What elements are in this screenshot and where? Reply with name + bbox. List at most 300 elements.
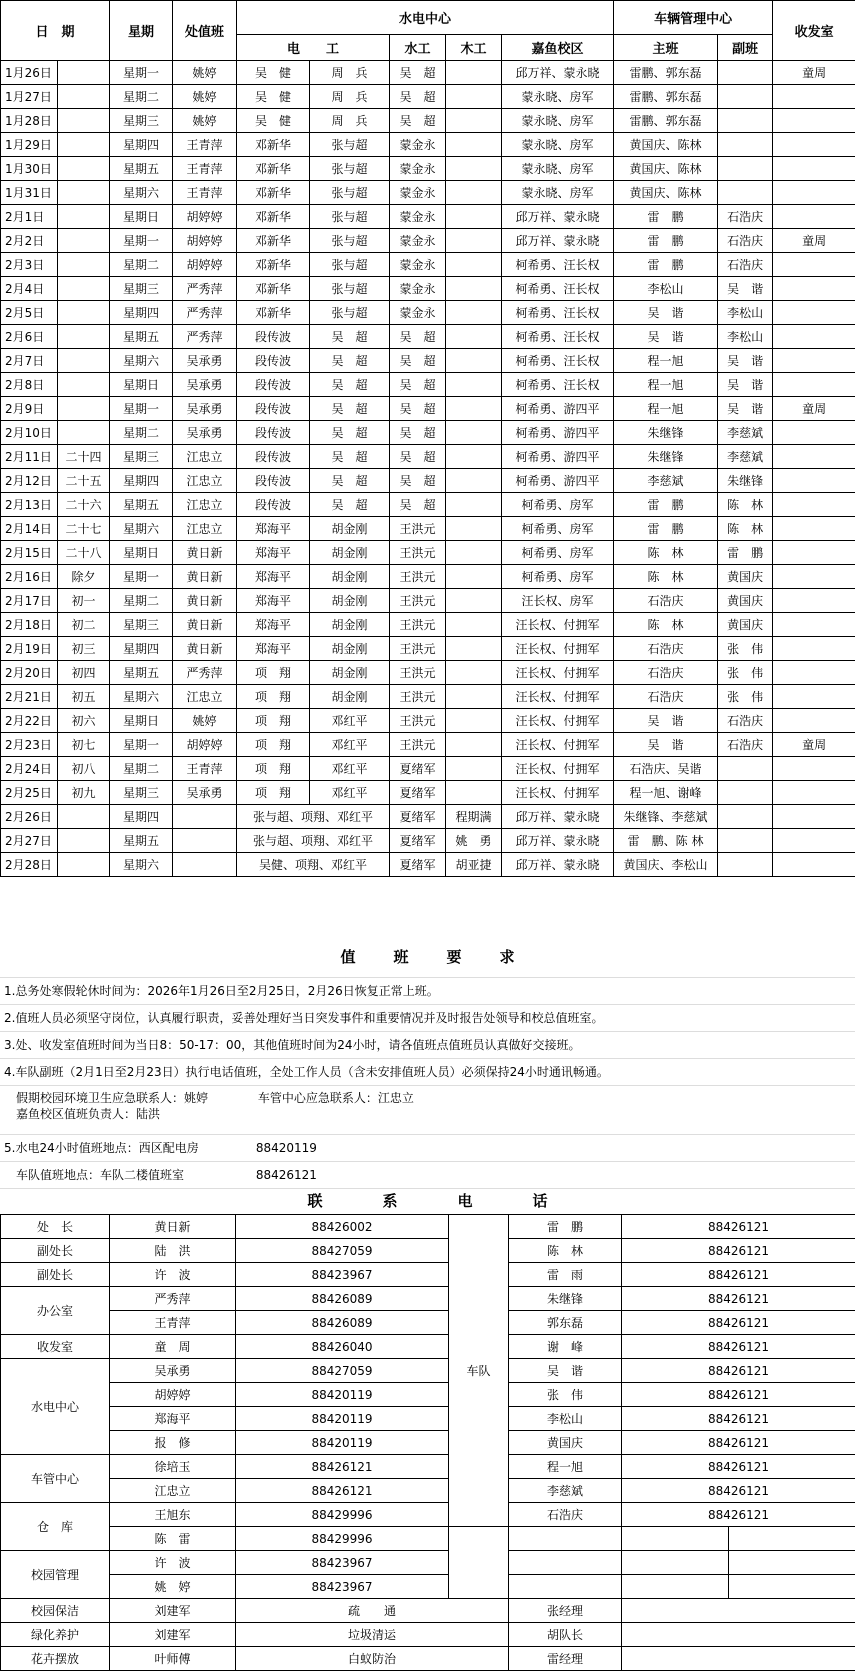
department-cell: 办公室 <box>1 1287 110 1335</box>
office-duty-cell: 姚婷 <box>173 709 237 733</box>
office-duty-cell <box>173 805 237 829</box>
roster-row <box>1 277 855 301</box>
mailroom-cell <box>773 565 855 589</box>
contact-row <box>1 1527 855 1551</box>
main-shift-cell: 李松山 <box>614 277 718 301</box>
fleet-name-cell: 雷 雨 <box>509 1263 622 1287</box>
service-label-cell: 疏 通 <box>236 1599 509 1623</box>
fleet-phone-cell: 88426121 <box>622 1383 855 1407</box>
electrician-cell: 项 翔 <box>237 709 310 733</box>
electrician-cell: 邓新华 <box>237 277 310 301</box>
carpenter-cell <box>446 493 502 517</box>
requirement-item: 3.处、收发室值班时间为当日8：50-17：00，其他值班时间为24小时，请各值班点值班员认真做好交接班。 <box>0 1032 855 1059</box>
plumber-cell: 夏绪军 <box>390 757 446 781</box>
jiayu-campus-cell: 柯希勇、汪长权 <box>502 301 614 325</box>
main-shift-cell: 吴 谐 <box>614 709 718 733</box>
contact-phone-cell: 88423967 <box>236 1551 449 1575</box>
header-vehicle-center: 车辆管理中心 <box>614 1 773 35</box>
jiayu-campus-cell: 柯希勇、房军 <box>502 517 614 541</box>
date-cell: 2月7日 <box>1 349 58 373</box>
lunar-date-cell: 初六 <box>58 709 110 733</box>
electrician-cell: 吴 健 <box>237 61 310 85</box>
deputy-shift-cell: 石浩庆 <box>718 733 773 757</box>
deputy-shift-cell: 石浩庆 <box>718 709 773 733</box>
deputy-shift-cell: 张 伟 <box>718 637 773 661</box>
header-utility-center: 水电中心 <box>237 1 614 35</box>
lunar-date-cell <box>58 109 110 133</box>
empty-cell <box>622 1647 855 1671</box>
lunar-date-cell: 二十六 <box>58 493 110 517</box>
main-shift-cell: 雷 鹏 <box>614 253 718 277</box>
carpenter-cell <box>446 589 502 613</box>
lunar-date-cell: 初七 <box>58 733 110 757</box>
main-shift-cell: 吴 谐 <box>614 325 718 349</box>
plumber-cell: 蒙金永 <box>390 301 446 325</box>
mailroom-cell <box>773 589 855 613</box>
jiayu-campus-cell: 邱万祥、蒙永晓 <box>502 205 614 229</box>
lunar-date-cell <box>58 373 110 397</box>
electrician-cell: 段传波 <box>237 493 310 517</box>
fleet-phone-cell: 88426121 <box>622 1431 855 1455</box>
main-shift-cell: 朱继锋 <box>614 445 718 469</box>
carpenter-cell <box>446 637 502 661</box>
fleet-phone-cell: 88426121 <box>622 1455 855 1479</box>
jiayu-campus-cell: 汪长权、付拥军 <box>502 757 614 781</box>
date-cell: 2月14日 <box>1 517 58 541</box>
main-shift-cell: 吴 谐 <box>614 733 718 757</box>
weekday-cell: 星期三 <box>110 613 173 637</box>
duty-requirements <box>0 937 855 1214</box>
date-cell: 2月16日 <box>1 565 58 589</box>
main-shift-cell: 吴 谐 <box>614 301 718 325</box>
fleet-phone-cell: 88426121 <box>622 1287 855 1311</box>
contact-name-cell: 王青萍 <box>110 1311 236 1335</box>
header-deputy-shift: 副班 <box>718 35 773 61</box>
deputy-shift-cell: 黄国庆 <box>718 565 773 589</box>
weekday-cell: 星期一 <box>110 397 173 421</box>
office-duty-cell: 姚婷 <box>173 85 237 109</box>
electrician-cell: 胡金刚 <box>310 541 390 565</box>
empty-cell <box>622 1575 729 1599</box>
electrician-cell: 邓新华 <box>237 229 310 253</box>
electrician-cell: 邓新华 <box>237 133 310 157</box>
electrician-cell: 项 翔 <box>237 661 310 685</box>
office-duty-cell: 胡婷婷 <box>173 253 237 277</box>
mailroom-cell <box>773 541 855 565</box>
roster-row <box>1 733 855 757</box>
main-shift-cell: 黄国庆、李松山 <box>614 853 718 877</box>
lunar-date-cell: 初三 <box>58 637 110 661</box>
mailroom-cell <box>773 829 855 853</box>
jiayu-campus-cell: 汪长权、付拥军 <box>502 733 614 757</box>
office-duty-cell: 吴承勇 <box>173 397 237 421</box>
office-duty-cell: 胡婷婷 <box>173 229 237 253</box>
mailroom-cell <box>773 517 855 541</box>
roster-row <box>1 637 855 661</box>
electrician-cell: 吴 超 <box>310 445 390 469</box>
date-cell: 2月20日 <box>1 661 58 685</box>
carpenter-cell <box>446 661 502 685</box>
deputy-shift-cell: 石浩庆 <box>718 205 773 229</box>
plumber-cell: 蒙金永 <box>390 277 446 301</box>
mailroom-cell: 童周 <box>773 229 855 253</box>
office-duty-cell: 吴承勇 <box>173 781 237 805</box>
main-shift-cell: 陈 林 <box>614 541 718 565</box>
plumber-cell: 王洪元 <box>390 541 446 565</box>
plumber-cell: 吴 超 <box>390 373 446 397</box>
deputy-shift-cell: 吴 谐 <box>718 397 773 421</box>
weekday-cell: 星期四 <box>110 301 173 325</box>
lunar-date-cell <box>58 805 110 829</box>
contact-phone-cell: 88426089 <box>236 1287 449 1311</box>
contact-name-cell: 许 波 <box>110 1263 236 1287</box>
service-name-cell: 张经理 <box>509 1599 622 1623</box>
deputy-shift-cell <box>718 157 773 181</box>
roster-row <box>1 133 855 157</box>
roster-row <box>1 685 855 709</box>
plumber-cell: 王洪元 <box>390 709 446 733</box>
deputy-shift-cell: 吴 谐 <box>718 373 773 397</box>
lunar-date-cell: 初五 <box>58 685 110 709</box>
jiayu-campus-cell: 蒙永晓、房军 <box>502 85 614 109</box>
main-shift-cell: 石浩庆 <box>614 637 718 661</box>
weekday-cell: 星期五 <box>110 325 173 349</box>
electrician-cell: 张与超、项翔、邓红平 <box>237 805 390 829</box>
electrician-cell: 项 翔 <box>237 757 310 781</box>
plumber-cell: 吴 超 <box>390 349 446 373</box>
lunar-date-cell <box>58 61 110 85</box>
electrician-cell: 项 翔 <box>237 781 310 805</box>
weekday-cell: 星期一 <box>110 565 173 589</box>
mailroom-cell <box>773 637 855 661</box>
plumber-cell: 吴 超 <box>390 421 446 445</box>
contact-phone-cell: 88423967 <box>236 1575 449 1599</box>
electrician-cell: 吴 超 <box>310 421 390 445</box>
department-cell: 校园管理 <box>1 1551 110 1599</box>
roster-row <box>1 325 855 349</box>
electrician-cell: 吴 健 <box>237 85 310 109</box>
contact-row <box>1 1359 855 1383</box>
carpenter-cell <box>446 781 502 805</box>
roster-row <box>1 493 855 517</box>
roster-row <box>1 781 855 805</box>
header-jiayu-campus: 嘉鱼校区 <box>502 35 614 61</box>
mailroom-cell <box>773 181 855 205</box>
main-shift-cell: 程一旭 <box>614 349 718 373</box>
plumber-cell: 吴 超 <box>390 445 446 469</box>
electrician-cell: 张与超 <box>310 181 390 205</box>
main-shift-cell: 黄国庆、陈林 <box>614 133 718 157</box>
weekday-cell: 星期四 <box>110 133 173 157</box>
roster-row <box>1 397 855 421</box>
roster-row <box>1 445 855 469</box>
carpenter-cell <box>446 229 502 253</box>
fleet-phone: 88426121 <box>256 1168 317 1182</box>
electrician-cell: 胡金刚 <box>310 565 390 589</box>
contact-name-cell: 陈 雷 <box>110 1527 236 1551</box>
fleet-name-cell: 谢 峰 <box>509 1335 622 1359</box>
lunar-date-cell <box>58 829 110 853</box>
fleet-phone-cell: 88426121 <box>622 1479 855 1503</box>
plumber-cell: 蒙金永 <box>390 133 446 157</box>
office-duty-cell: 黄日新 <box>173 589 237 613</box>
plumber-cell: 吴 超 <box>390 109 446 133</box>
main-shift-cell: 雷 鹏 <box>614 205 718 229</box>
jiayu-campus-cell: 汪长权、房军 <box>502 589 614 613</box>
lunar-date-cell: 初八 <box>58 757 110 781</box>
weekday-cell: 星期日 <box>110 205 173 229</box>
lunar-date-cell: 初四 <box>58 661 110 685</box>
deputy-shift-cell: 李松山 <box>718 325 773 349</box>
mailroom-cell <box>773 133 855 157</box>
electrician-cell: 周 兵 <box>310 109 390 133</box>
electrician-cell: 胡金刚 <box>310 517 390 541</box>
weekday-cell: 星期一 <box>110 61 173 85</box>
carpenter-cell <box>446 349 502 373</box>
mailroom-cell <box>773 157 855 181</box>
fleet-name-cell: 张 伟 <box>509 1383 622 1407</box>
electrician-cell: 张与超 <box>310 157 390 181</box>
electrician-cell: 张与超 <box>310 253 390 277</box>
electrician-cell: 邓新华 <box>237 157 310 181</box>
jiayu-campus-cell: 汪长权、付拥军 <box>502 685 614 709</box>
contact-phone-cell: 88420119 <box>236 1383 449 1407</box>
electrician-cell: 段传波 <box>237 325 310 349</box>
plumber-cell: 王洪元 <box>390 517 446 541</box>
empty-cell <box>509 1527 622 1551</box>
contact-name-cell: 郑海平 <box>110 1407 236 1431</box>
fleet-name-cell: 李慈斌 <box>509 1479 622 1503</box>
department-cell: 副处长 <box>1 1239 110 1263</box>
weekday-cell: 星期五 <box>110 661 173 685</box>
header-weekday: 星期 <box>110 1 173 61</box>
mailroom-cell: 童周 <box>773 61 855 85</box>
carpenter-cell <box>446 85 502 109</box>
lunar-date-cell: 二十八 <box>58 541 110 565</box>
date-cell: 2月5日 <box>1 301 58 325</box>
contact-phone-cell: 88429996 <box>236 1527 449 1551</box>
date-cell: 1月30日 <box>1 157 58 181</box>
contact-row <box>1 1263 855 1287</box>
office-duty-cell: 吴承勇 <box>173 349 237 373</box>
mailroom-cell: 童周 <box>773 733 855 757</box>
jiayu-campus-cell: 柯希勇、汪长权 <box>502 373 614 397</box>
deputy-shift-cell <box>718 853 773 877</box>
service-name-cell: 胡队长 <box>509 1623 622 1647</box>
mailroom-cell <box>773 253 855 277</box>
contact-name-cell: 王旭东 <box>110 1503 236 1527</box>
header-electrician: 电 工 <box>237 35 390 61</box>
roster-row <box>1 661 855 685</box>
plumber-cell: 蒙金永 <box>390 205 446 229</box>
fleet-name-cell: 雷 鹏 <box>509 1215 622 1239</box>
fleet-location: 车队值班地点：车队二楼值班室 <box>16 1162 252 1188</box>
contact-phone-cell: 88423967 <box>236 1263 449 1287</box>
roster-row <box>1 157 855 181</box>
mailroom-cell <box>773 781 855 805</box>
weekday-cell: 星期日 <box>110 709 173 733</box>
lunar-date-cell: 初九 <box>58 781 110 805</box>
carpenter-cell <box>446 565 502 589</box>
contact-phone-cell: 88426121 <box>236 1455 449 1479</box>
roster-row <box>1 109 855 133</box>
requirement-item: 2.值班人员必须坚守岗位，认真履行职责，妥善处理好当日突发事件和重要情况并及时报告处领导和校总值班室。 <box>0 1005 855 1032</box>
mailroom-cell <box>773 301 855 325</box>
mailroom-cell <box>773 325 855 349</box>
header-carpenter: 木工 <box>446 35 502 61</box>
jiayu-campus-cell: 邱万祥、蒙永晓 <box>502 853 614 877</box>
mailroom-cell <box>773 805 855 829</box>
service-name-cell: 雷经理 <box>509 1647 622 1671</box>
carpenter-cell <box>446 373 502 397</box>
electrician-cell: 郑海平 <box>237 541 310 565</box>
deputy-shift-cell: 李慈斌 <box>718 445 773 469</box>
weekday-cell: 星期四 <box>110 469 173 493</box>
mailroom-cell <box>773 277 855 301</box>
lunar-date-cell <box>58 181 110 205</box>
roster-row <box>1 613 855 637</box>
electrician-cell: 邓新华 <box>237 181 310 205</box>
deputy-shift-cell <box>718 757 773 781</box>
department-cell: 处 长 <box>1 1215 110 1239</box>
contact-name-cell: 童 周 <box>110 1335 236 1359</box>
weekday-cell: 星期二 <box>110 253 173 277</box>
main-shift-cell: 朱继锋 <box>614 421 718 445</box>
carpenter-cell <box>446 61 502 85</box>
empty-cell <box>622 1599 855 1623</box>
date-cell: 2月27日 <box>1 829 58 853</box>
jiayu-campus-cell: 柯希勇、房军 <box>502 541 614 565</box>
carpenter-cell <box>446 445 502 469</box>
date-cell: 2月13日 <box>1 493 58 517</box>
office-duty-cell: 吴承勇 <box>173 373 237 397</box>
deputy-shift-cell: 石浩庆 <box>718 229 773 253</box>
contact-row <box>1 1383 855 1407</box>
department-cell: 仓 库 <box>1 1503 110 1551</box>
office-duty-cell: 江忠立 <box>173 493 237 517</box>
fleet-name-cell: 黄国庆 <box>509 1431 622 1455</box>
lunar-date-cell <box>58 421 110 445</box>
plumber-cell: 蒙金永 <box>390 157 446 181</box>
spacer <box>0 877 855 937</box>
office-duty-cell <box>173 829 237 853</box>
main-shift-cell: 李慈斌 <box>614 469 718 493</box>
main-shift-cell: 石浩庆、吴谐 <box>614 757 718 781</box>
electrician-cell: 段传波 <box>237 469 310 493</box>
electrician-cell: 周 兵 <box>310 61 390 85</box>
deputy-shift-cell: 张 伟 <box>718 685 773 709</box>
deputy-shift-cell: 陈 林 <box>718 493 773 517</box>
header-mailroom: 收发室 <box>773 1 855 61</box>
service-name-cell: 叶师傅 <box>110 1647 236 1671</box>
main-shift-cell: 陈 林 <box>614 613 718 637</box>
jiayu-campus-cell: 柯希勇、游四平 <box>502 421 614 445</box>
weekday-cell: 星期三 <box>110 277 173 301</box>
jiayu-campus-cell: 柯希勇、游四平 <box>502 469 614 493</box>
electrician-cell: 张与超 <box>310 277 390 301</box>
deputy-shift-cell: 黄国庆 <box>718 613 773 637</box>
date-cell: 2月28日 <box>1 853 58 877</box>
date-cell: 2月3日 <box>1 253 58 277</box>
office-duty-cell: 王青萍 <box>173 133 237 157</box>
service-contact-row <box>1 1647 855 1671</box>
date-cell: 2月19日 <box>1 637 58 661</box>
deputy-shift-cell: 李慈斌 <box>718 421 773 445</box>
office-duty-cell: 王青萍 <box>173 181 237 205</box>
empty-cell <box>729 1527 855 1551</box>
date-cell: 2月6日 <box>1 325 58 349</box>
office-duty-cell: 江忠立 <box>173 469 237 493</box>
weekday-cell: 星期四 <box>110 637 173 661</box>
contact-row <box>1 1551 855 1575</box>
weekday-cell: 星期三 <box>110 109 173 133</box>
lunar-date-cell: 初一 <box>58 589 110 613</box>
office-duty-cell: 胡婷婷 <box>173 733 237 757</box>
contact-row <box>1 1335 855 1359</box>
lunar-date-cell <box>58 205 110 229</box>
office-duty-cell <box>173 853 237 877</box>
jiayu-campus-cell: 汪长权、付拥军 <box>502 637 614 661</box>
fleet-phone-cell: 88426121 <box>622 1311 855 1335</box>
office-duty-cell: 江忠立 <box>173 445 237 469</box>
electrician-cell: 段传波 <box>237 397 310 421</box>
contact-phone-cell: 88427059 <box>236 1359 449 1383</box>
plumber-cell: 吴 超 <box>390 469 446 493</box>
carpenter-cell <box>446 325 502 349</box>
date-cell: 2月23日 <box>1 733 58 757</box>
carpenter-cell <box>446 181 502 205</box>
contact-name-cell: 黄日新 <box>110 1215 236 1239</box>
jiayu-campus-cell: 汪长权、付拥军 <box>502 781 614 805</box>
empty-cell <box>449 1527 509 1599</box>
plumber-cell: 吴 超 <box>390 397 446 421</box>
date-cell: 2月8日 <box>1 373 58 397</box>
mailroom-cell <box>773 205 855 229</box>
service-name-cell: 刘建军 <box>110 1623 236 1647</box>
service-label-cell: 绿化养护 <box>1 1623 110 1647</box>
roster-row <box>1 61 855 85</box>
main-shift-cell: 石浩庆 <box>614 661 718 685</box>
contact-name-cell: 陆 洪 <box>110 1239 236 1263</box>
electrician-cell: 吴 超 <box>310 493 390 517</box>
jiayu-campus-cell: 蒙永晓、房军 <box>502 133 614 157</box>
lunar-date-cell <box>58 277 110 301</box>
contact-row <box>1 1479 855 1503</box>
jiayu-campus-cell: 邱万祥、蒙永晓 <box>502 61 614 85</box>
contact-row <box>1 1575 855 1599</box>
plumber-cell: 夏绪军 <box>390 853 446 877</box>
roster-row <box>1 805 855 829</box>
roster-row <box>1 541 855 565</box>
deputy-shift-cell: 张 伟 <box>718 661 773 685</box>
date-cell: 2月25日 <box>1 781 58 805</box>
lunar-date-cell <box>58 157 110 181</box>
plumber-cell: 王洪元 <box>390 685 446 709</box>
electrician-cell: 胡金刚 <box>310 661 390 685</box>
weekday-cell: 星期三 <box>110 445 173 469</box>
contacts-title: 联系电话 <box>0 1189 855 1214</box>
weekday-cell: 星期四 <box>110 805 173 829</box>
roster-row <box>1 565 855 589</box>
fleet-phone-cell: 88426121 <box>622 1359 855 1383</box>
main-shift-cell: 雷鹏、郭东磊 <box>614 85 718 109</box>
contact-phone-cell: 88426121 <box>236 1479 449 1503</box>
deputy-shift-cell: 陈 林 <box>718 517 773 541</box>
weekday-cell: 星期六 <box>110 349 173 373</box>
mailroom-cell <box>773 493 855 517</box>
weekday-cell: 星期日 <box>110 541 173 565</box>
deputy-shift-cell <box>718 781 773 805</box>
